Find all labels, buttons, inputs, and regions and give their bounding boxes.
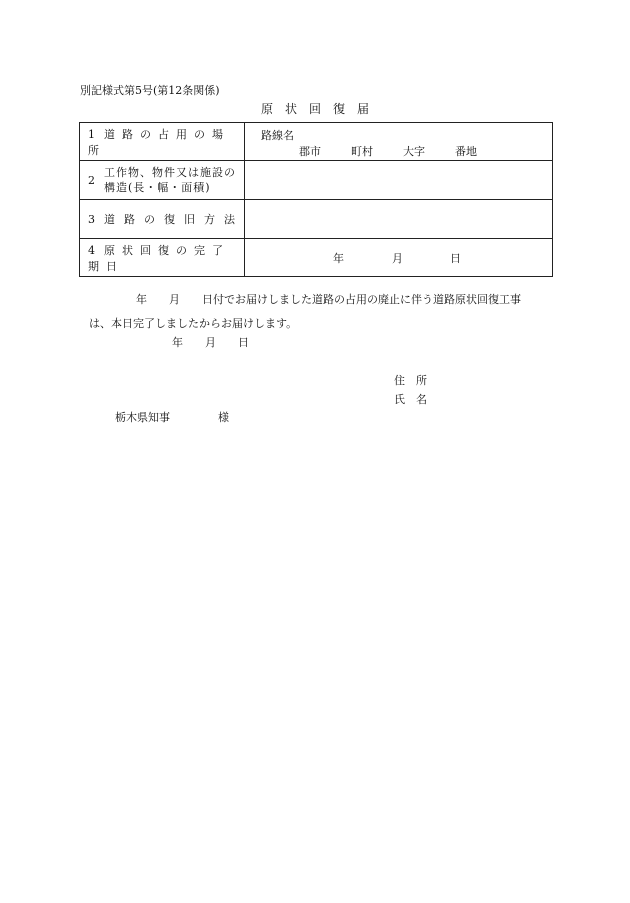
row-label — [80, 123, 245, 161]
recipient-name: 栃木県知事 — [115, 411, 170, 424]
route-part-banchi: 番地 — [455, 145, 477, 158]
date-year-label: 年 — [333, 252, 344, 265]
table-row — [80, 200, 553, 239]
restoration-method-cell[interactable] — [245, 200, 553, 239]
date-day-label: 日 — [450, 252, 461, 265]
row-label-text: 道路の占用の場所 — [88, 127, 230, 157]
row-label — [80, 161, 245, 200]
table-row — [80, 239, 553, 277]
route-parts — [299, 143, 507, 159]
table-row — [80, 161, 553, 200]
route-part-chouson: 町村 — [351, 145, 373, 158]
row-label — [80, 200, 245, 239]
body-line-1: 年 月 日付でお届けしました道路の占用の廃止に伴う道路原状回復工事 — [136, 293, 521, 306]
route-cell[interactable] — [245, 123, 553, 161]
row-label-line1: 工作物、物件又は施設の — [104, 166, 236, 179]
row-number: 4 — [88, 243, 95, 257]
form-id: 別記様式第5号(第12条関係) — [80, 84, 220, 97]
name-label: 氏 名 — [394, 393, 427, 406]
route-part-gunshi: 郡市 — [299, 145, 321, 158]
row-label-text: 道路の復旧方法 — [104, 213, 244, 226]
row-number: 1 — [88, 127, 95, 141]
address-label: 住 所 — [394, 374, 427, 387]
route-part-oaza: 大字 — [403, 145, 425, 158]
page-title: 原 状 回 復 届 — [260, 102, 369, 116]
date-month-label: 月 — [392, 252, 403, 265]
recipient-suffix: 様 — [218, 411, 229, 424]
route-name-label: 路線名 — [261, 129, 294, 142]
form-table — [79, 122, 553, 277]
row-label-line2: 構造(長・幅・面積) — [104, 181, 211, 194]
table-row — [80, 123, 553, 161]
body-line-2: は、本日完了しましたからお届けします。 — [89, 317, 298, 330]
sign-date: 年 月 日 — [172, 336, 249, 349]
row-number: 2 — [88, 173, 95, 187]
row-label — [80, 239, 245, 277]
structure-cell[interactable] — [245, 161, 553, 200]
completion-date-cell[interactable] — [245, 239, 553, 277]
row-label-text: 原状回復の完了期日 — [88, 243, 230, 273]
row-number: 3 — [88, 213, 95, 226]
